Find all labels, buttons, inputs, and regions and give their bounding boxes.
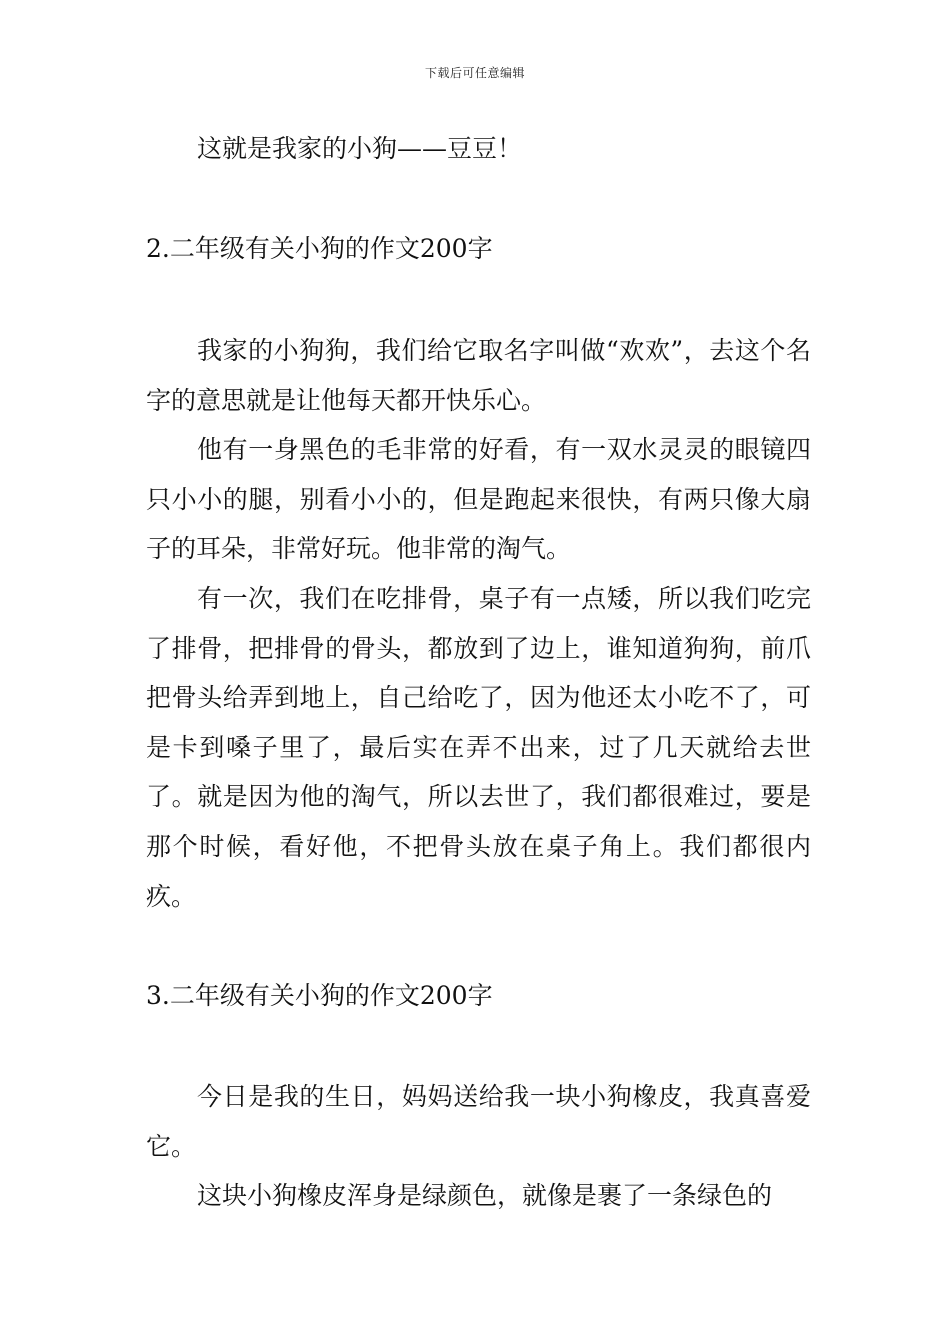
paragraph: 今日是我的生日，妈妈送给我一块小狗橡皮，我真喜爱它。 — [146, 1082, 811, 1161]
section-2-body — [146, 326, 811, 921]
section-heading-2: 2.二年级有关小狗的作文200字 — [146, 234, 493, 263]
paragraph: 有一次，我们在吃排骨，桌子有一点矮，所以我们吃完了排骨，把排骨的骨头，都放到了边上，谁知道狗狗，前爪把骨头给弄到地上，自己给吃了，因为他还太小吃不了，可是卡到嗓子里了，最后实在弄不出来，过了几天就给去世了。就是因为他的淘气，所以去世了，我们都很难过，要是那个时候，看好他，不把骨头放在桌子角上。我们都很内疚。 — [146, 583, 811, 911]
section-heading-3: 3.二年级有关小狗的作文200字 — [146, 981, 493, 1010]
paragraph: 这就是我家的小狗——豆豆！ — [197, 134, 523, 163]
closing-paragraph — [146, 124, 811, 174]
paragraph: 我家的小狗狗，我们给它取名字叫做“欢欢”，去这个名字的意思就是让他每天都开快乐心。 — [146, 336, 811, 415]
page-header: 下载后可任意编辑 — [424, 66, 525, 80]
section-3-body — [146, 1072, 811, 1221]
paragraph: 这块小狗橡皮浑身是绿颜色，就像是裹了一条绿色的 — [197, 1181, 773, 1211]
paragraph: 他有一身黑色的毛非常的好看，有一双水灵灵的眼镜四只小小的腿，别看小小的，但是跑起来很快，有两只像大扇子的耳朵，非常好玩。他非常的淘气。 — [146, 435, 811, 564]
